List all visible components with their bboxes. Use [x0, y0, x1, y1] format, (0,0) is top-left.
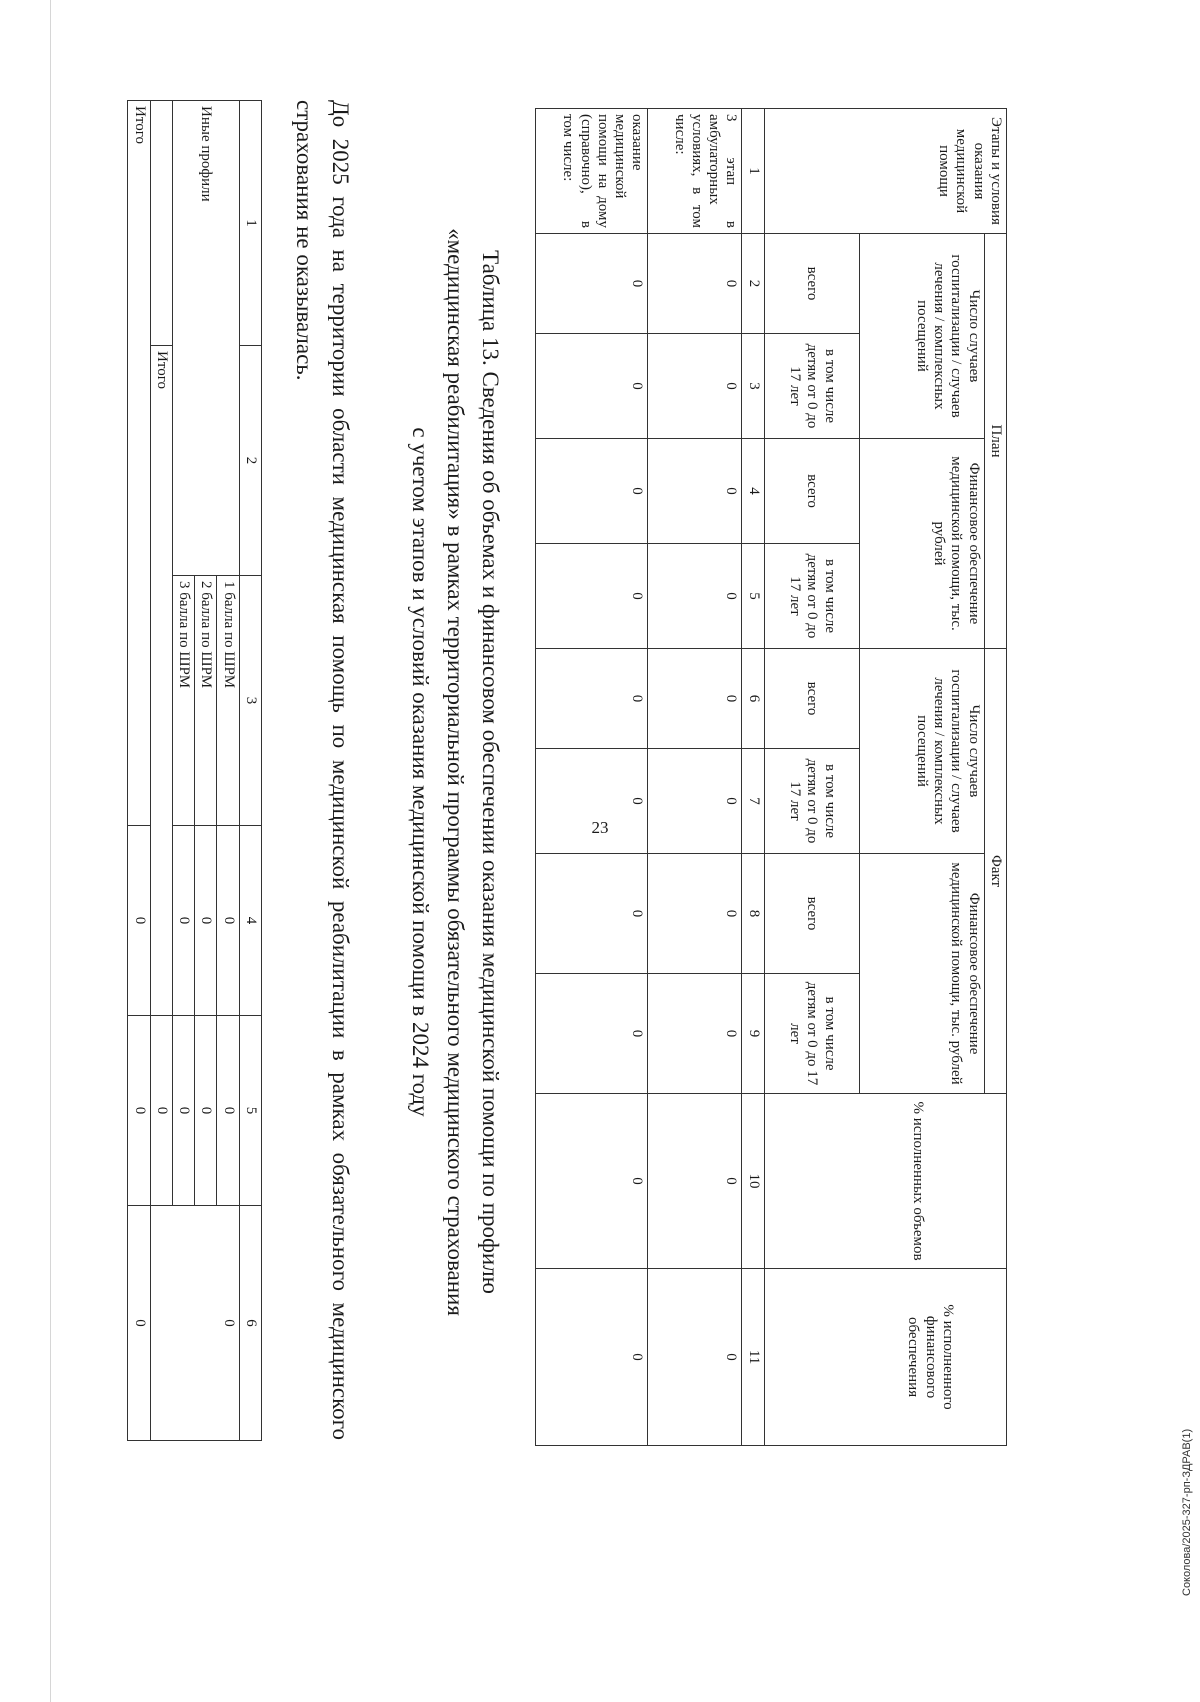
header-pct-volume: % исполненных объемов	[764, 1094, 1006, 1269]
header-total: всего	[764, 439, 859, 544]
table13-title-line: с учетом этапов и условий оказания медицинской помощи в 2024 году	[408, 427, 433, 1117]
row-label-other-profiles: Иные профили	[173, 101, 240, 576]
cell-value: 0	[648, 334, 742, 439]
col-number: 4	[239, 826, 261, 1016]
cell-value: 0	[195, 826, 217, 1016]
col-number: 5	[239, 1016, 261, 1206]
col-number: 11	[742, 1269, 764, 1446]
header-plan: План	[984, 234, 1006, 649]
header-children: в том числе детям от 0 до 17 лет	[764, 974, 859, 1094]
table13-title-line: Таблица 13. Сведения об объемах и финансовом обеспечении оказания медицинской помощи по профилю	[478, 250, 503, 1294]
cell-value: 0	[128, 826, 150, 1016]
table13-title	[403, 112, 508, 1432]
cell-value: 0	[536, 544, 648, 649]
document-id-footer: Соколова/2025-327-рп-ЗДРАВ(1)	[1181, 1428, 1193, 1596]
total-label: Итого	[128, 101, 150, 826]
cell-value: 0	[648, 1269, 742, 1446]
cell-value: 0	[536, 439, 648, 544]
cell-value: 0	[128, 1016, 150, 1206]
continuation-table-block	[128, 100, 263, 1441]
header-total: всего	[764, 234, 859, 334]
table13-title-line: «медицинская реабилитация» в рамках территориальной программы обязательного медицинского страхования	[443, 228, 468, 1316]
header-fact: Факт	[984, 649, 1006, 1094]
header-cases-fact: Число случаев госпитализации / случаев лечения / комплексных посещений	[859, 649, 984, 854]
cell-value: 0	[150, 1016, 172, 1206]
cell-value: 0	[536, 649, 648, 749]
subtotal-label: Итого	[150, 346, 172, 1016]
cell-value: 0	[536, 1269, 648, 1446]
header-total: всего	[764, 649, 859, 749]
header-cases-plan: Число случаев госпитализации / случаев лечения / комплексных посещений	[859, 234, 984, 439]
cell-value: 0	[536, 974, 648, 1094]
cell-value: 0	[173, 1016, 195, 1206]
cell-value: 0	[536, 1094, 648, 1269]
col-number: 10	[742, 1094, 764, 1269]
col-number: 6	[742, 649, 764, 749]
cell-value: 0	[150, 1206, 239, 1441]
table13-block	[536, 108, 1008, 1446]
paragraph: До 2025 года на территории области медицинская помощь по медицинской реабилитации в рамках обязательного медицинского страхования не оказывалась.	[292, 100, 353, 1440]
row-label: 3 этап в амбулаторных условиях, в том числе:	[648, 109, 742, 234]
cell-value: 0	[217, 1016, 239, 1206]
cell-value: 0	[648, 974, 742, 1094]
shrm-label: 2 балла по ШРМ	[195, 576, 217, 826]
cell-value: 0	[217, 826, 239, 1016]
table13	[536, 108, 1008, 1446]
page-edge-line	[50, 0, 51, 1702]
cell-value: 0	[536, 749, 648, 854]
cell-value: 0	[173, 826, 195, 1016]
cell-value: 0	[536, 854, 648, 974]
col-number: 1	[239, 101, 261, 346]
cell-value: 0	[648, 1094, 742, 1269]
col-number: 3	[742, 334, 764, 439]
cell-value: 0	[648, 234, 742, 334]
cell-value: 0	[648, 649, 742, 749]
cell-value: 0	[648, 854, 742, 974]
header-pct-finance: % исполненного финансового обеспечения	[764, 1269, 1006, 1446]
shrm-label: 3 балла по ШРМ	[173, 576, 195, 826]
cell-value: 0	[536, 234, 648, 334]
header-finance-fact: Финансовое обеспечение медицинской помощи, тыс. рублей	[859, 854, 984, 1094]
col-number: 4	[742, 439, 764, 544]
col-number: 1	[742, 109, 764, 234]
shrm-label: 1 балла по ШРМ	[217, 576, 239, 826]
col-number: 3	[239, 576, 261, 826]
header-children: в том числе детям от 0 до 17 лет	[764, 544, 859, 649]
cell-value: 0	[648, 544, 742, 649]
header-finance-plan: Финансовое обеспечение медицинской помощи, тыс. рублей	[859, 439, 984, 649]
col-number: 8	[742, 854, 764, 974]
col-number: 2	[742, 234, 764, 334]
cell-value: 0	[128, 1206, 150, 1441]
cell-value: 0	[648, 749, 742, 854]
continuation-table	[128, 100, 263, 1441]
col-number: 7	[742, 749, 764, 854]
col-number: 5	[742, 544, 764, 649]
col-number: 2	[239, 346, 261, 576]
header-children: в том числе детям от 0 до 17 лет	[764, 749, 859, 854]
cell-value: 0	[195, 1016, 217, 1206]
row-label: оказание медицинской помощи на дому (справочно), в том числе:	[536, 109, 648, 234]
header-children: в том числе детям от 0 до 17 лет	[764, 334, 859, 439]
page-number: 23	[591, 818, 609, 837]
cell-value: 0	[648, 439, 742, 544]
col-number: 6	[239, 1206, 261, 1441]
col-number: 9	[742, 974, 764, 1094]
header-total: всего	[764, 854, 859, 974]
header-stages: Этапы и условия оказания медицинской помощи	[764, 109, 1006, 234]
cell-value: 0	[536, 334, 648, 439]
empty-cell	[150, 101, 172, 346]
